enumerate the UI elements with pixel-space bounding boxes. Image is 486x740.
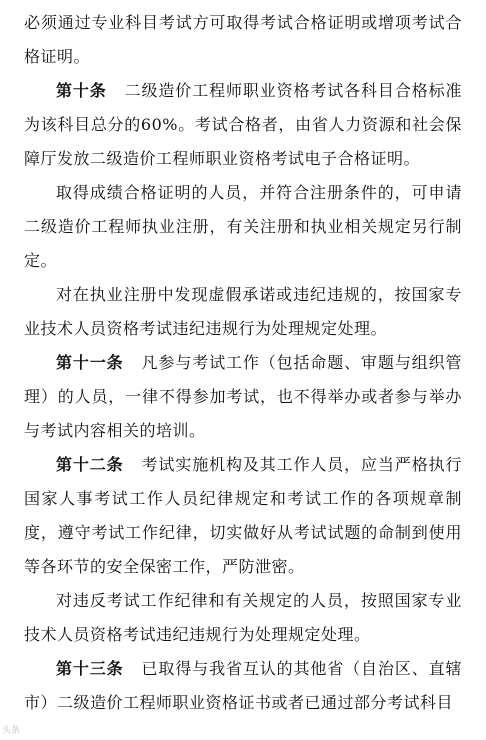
watermark: 头条 [2, 726, 21, 736]
paragraph-4 [24, 278, 462, 346]
paragraph-text: 凡参与考试工作（包括命题、审题与组织管理）的人员，一律不得参加考试，也不得举办或者参与举办与考试内容相关的培训。 [24, 353, 462, 440]
paragraph-article-13 [24, 652, 462, 720]
paragraph-article-10 [24, 74, 462, 176]
paragraph-text: 对违反考试工作纪律和有关规定的人员，按照国家专业技术人员资格考试违纪违规行为处理规定处理。 [24, 591, 462, 644]
paragraph-text: 二级造价工程师职业资格考试各科目合格标准为该科目总分的60%。考试合格者，由省人力资源和社会保障厅发放二级造价工程师职业资格考试电子合格证明。 [24, 81, 462, 168]
paragraph-text: 考试实施机构及其工作人员，应当严格执行国家人事考试工作人员纪律规定和考试工作的各项规章制度，遵守考试工作纪律，切实做好从考试试题的命制到使用等各环节的安全保密工作，严防泄密。 [24, 455, 462, 576]
paragraph-text: 必须通过专业科目考试方可取得考试合格证明或增项考试合格证明。 [24, 13, 462, 66]
article-label: 第十二条 [56, 455, 124, 474]
paragraph-text: 取得成绩合格证明的人员，并符合注册条件的，可申请二级造价工程师执业注册，有关注册和执业相关规定另行制定。 [24, 183, 462, 270]
paragraph-3 [24, 176, 462, 278]
article-label: 第十条 [56, 81, 107, 100]
article-label: 第十三条 [56, 659, 124, 678]
paragraph-article-11 [24, 346, 462, 448]
paragraph-text: 对在执业注册中发现虚假承诺或违纪违规的，按国家专业技术人员资格考试违纪违规行为处理规定处理。 [24, 285, 462, 338]
paragraph-article-12 [24, 448, 462, 584]
paragraph-text: 已取得与我省互认的其他省（自治区、直辖市）二级造价工程师职业资格证书或者已通过部分考试科目 [24, 659, 462, 712]
article-label: 第十一条 [56, 353, 124, 372]
paragraph-7 [24, 584, 462, 652]
paragraph-1 [24, 6, 462, 74]
